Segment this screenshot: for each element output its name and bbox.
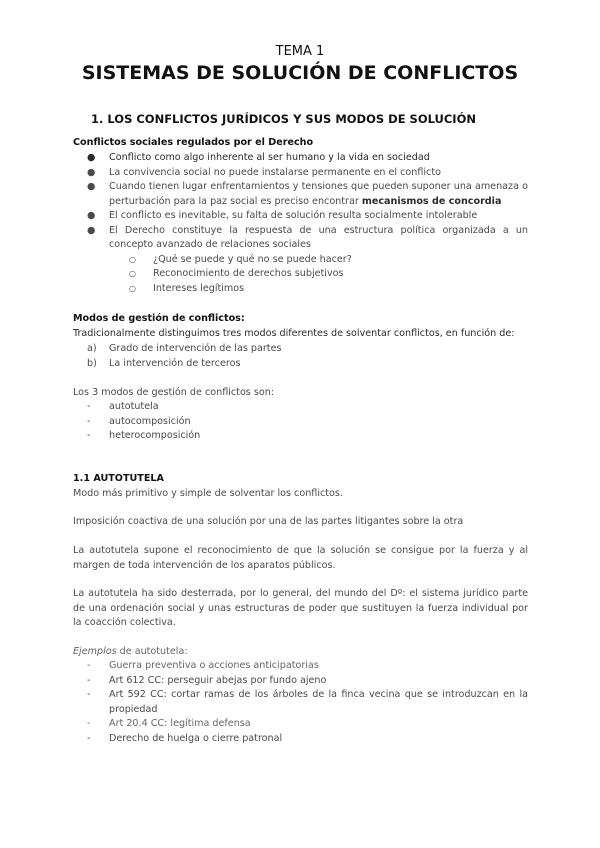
sub-item: ○ Intereses legítimos bbox=[129, 282, 245, 294]
item-text: Conflicto como algo inherente al ser humano y la vida en sociedad bbox=[109, 152, 430, 163]
item-text: Cuando tienen lugar enfrentamientos y tensiones que pueden suponer una amenaza o perturbación para la paz social es preciso encontrar bbox=[109, 181, 528, 207]
item-text: El Derecho constituye la respuesta de una estructura política organizada a un concepto avanzado de relaciones sociales bbox=[109, 224, 528, 250]
list-item: ● La convivencia social no puede instalarse permanente en el conflicto bbox=[87, 166, 441, 178]
list-item bbox=[73, 357, 528, 372]
list-item: - Art 20.4 CC: legítima defensa bbox=[87, 718, 251, 729]
list-item: - heterocomposición bbox=[87, 430, 201, 441]
subheading-conflictos: Conflictos sociales regulados por el Derecho bbox=[73, 137, 314, 148]
sub-item: ○ Reconocimiento de derechos subjetivos bbox=[129, 268, 344, 279]
section-heading: 1. LOS CONFLICTOS JURÍDICOS Y SUS MODOS DE SOLUCIÓN bbox=[91, 112, 476, 126]
subsection-heading: 1.1 AUTOTUTELA bbox=[73, 473, 164, 484]
list-item: - Art 592 CC: cortar ramas de los árboles de la finca vecina que se introduzcan en la propiedad bbox=[87, 689, 528, 715]
item-text: Guerra preventiva o acciones anticipatorias bbox=[109, 660, 319, 671]
bold-text: mecanismos de concordia bbox=[361, 195, 502, 207]
list-item: - Art 612 CC: perseguir abejas por fundo ajeno bbox=[87, 674, 327, 686]
list-item: ● Conflicto como algo inherente al ser humano y la vida en sociedad bbox=[87, 152, 430, 163]
list-item: ● Cuando tienen lugar enfrentamientos y tensiones que pueden suponer una amenaza o perturbación para la paz social es preciso encontrar mecanismos de concordia bbox=[87, 181, 528, 207]
modos-intro2: Los 3 modos de gestión de conflictos son: bbox=[73, 387, 275, 398]
item-text: La intervención de terceros bbox=[109, 357, 241, 369]
item-text: Grado de intervención de las partes bbox=[109, 343, 282, 354]
modos-intro: Tradicionalmente distinguimos tres modos diferentes de solventar conflictos, en función de: bbox=[73, 328, 515, 339]
item-text: Intereses legítimos bbox=[153, 282, 245, 294]
modos-list bbox=[73, 400, 528, 444]
paragraph: La autotutela ha sido desterrada, por lo general, del mundo del Dº: el sistema jurídico parte de una ordenación social y unas estructuras de poder que sustituyen la fuerza individual por la coacción colectiva. bbox=[73, 588, 528, 628]
paragraph: La autotutela supone el reconocimiento de que la solución se consigue por la fuerza y al margen de toda intervención de los aparatos públicos. bbox=[73, 545, 528, 571]
item-text: Art 592 CC: cortar ramas de los árboles de la finca vecina que se introduzcan en la propiedad bbox=[109, 689, 528, 715]
modos-criteria bbox=[73, 342, 528, 371]
item-marker: a) bbox=[87, 343, 97, 354]
list-item: - autocomposición bbox=[87, 415, 191, 427]
item-text: autocomposición bbox=[109, 415, 191, 427]
list-item: ● El Derecho constituye la respuesta de una estructura política organizada a un concepto avanzado de relaciones sociales bbox=[87, 224, 528, 250]
list-item: ● El conflicto es inevitable, su falta de solución resulta socialmente intolerable bbox=[87, 210, 478, 221]
examples-list bbox=[73, 659, 528, 746]
list-item: - Guerra preventiva o acciones anticipatorias bbox=[87, 660, 319, 671]
paragraph: Imposición coactiva de una solución por una de las partes litigantes sobre la otra bbox=[73, 516, 464, 527]
conflictos-list bbox=[73, 151, 528, 296]
item-text: Reconocimiento de derechos subjetivos bbox=[153, 268, 344, 279]
italic-text: Ejemplos bbox=[73, 646, 117, 657]
item-text: Art 20.4 CC: legítima defensa bbox=[109, 718, 251, 729]
text: de autotutela: bbox=[116, 646, 188, 657]
subheading-modos: Modos de gestión de conflictos: bbox=[73, 313, 245, 324]
paragraph: Modo más primitivo y simple de solventar los conflictos. bbox=[73, 488, 343, 499]
list-item bbox=[73, 342, 528, 357]
list-item: - autotutela bbox=[87, 401, 159, 412]
item-text: heterocomposición bbox=[109, 430, 201, 441]
item-text: El conflicto es inevitable, su falta de solución resulta socialmente intolerable bbox=[109, 210, 478, 221]
item-text: La convivencia social no puede instalarse permanente en el conflicto bbox=[109, 166, 441, 178]
item-text: autotutela bbox=[109, 401, 159, 412]
item-text: ¿Qué se puede y qué no se puede hacer? bbox=[153, 253, 352, 265]
sub-item: ○ ¿Qué se puede y qué no se puede hacer? bbox=[129, 253, 352, 265]
topic-number: TEMA 1 bbox=[275, 44, 325, 59]
item-marker: b) bbox=[87, 357, 97, 369]
item-text: Art 612 CC: perseguir abejas por fundo ajeno bbox=[109, 674, 327, 686]
examples-intro bbox=[73, 645, 528, 660]
list-item: - Derecho de huelga o cierre patronal bbox=[87, 732, 283, 744]
document-title: SISTEMAS DE SOLUCIÓN DE CONFLICTOS bbox=[81, 62, 519, 84]
item-text: Derecho de huelga o cierre patronal bbox=[109, 732, 283, 744]
